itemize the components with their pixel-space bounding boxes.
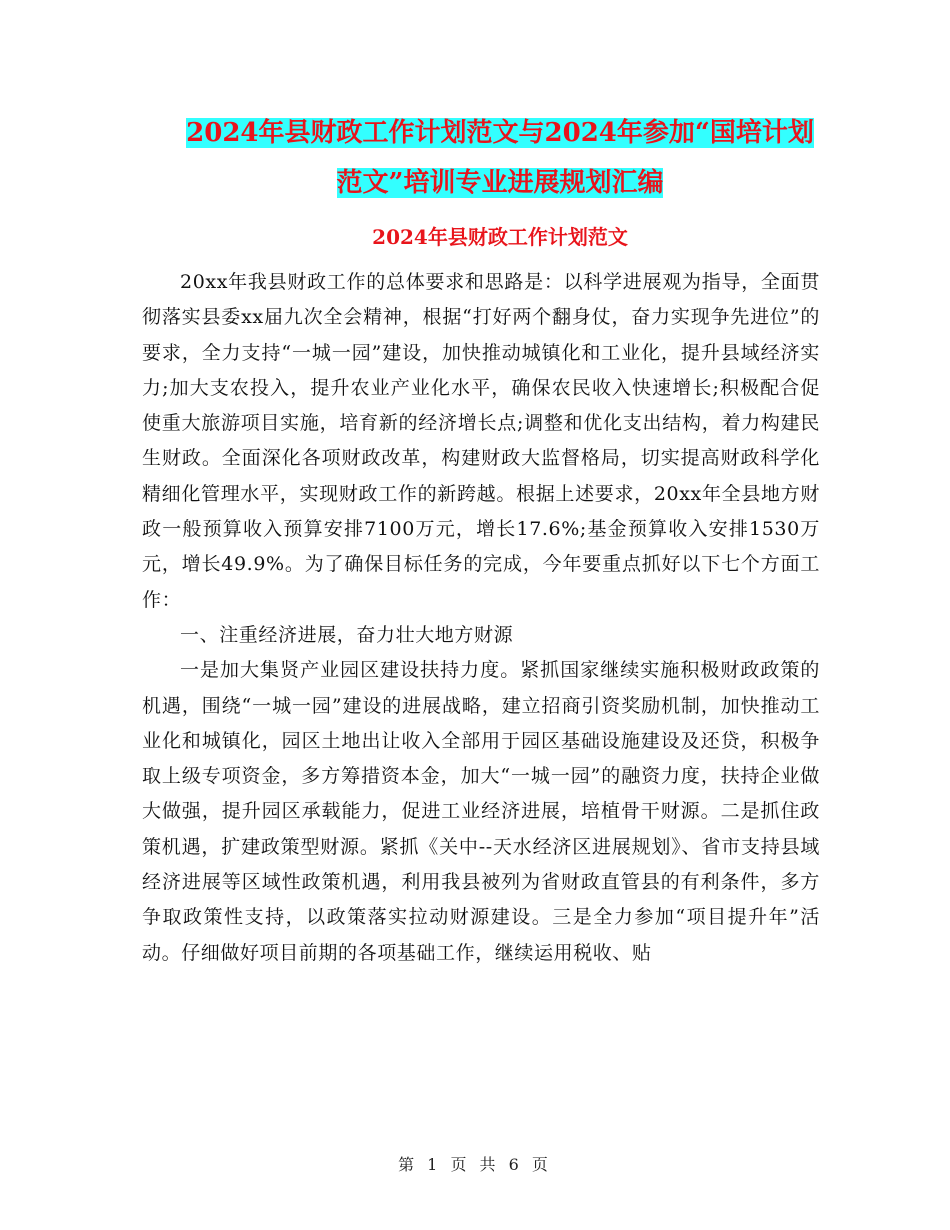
- paragraph: 20xx年我县财政工作的总体要求和思路是：以科学进展观为指导，全面贯彻落实县委xx届九次全会精神，根据“打好两个翻身仗，奋力实现争先进位”的要求，全力支持“一城一园”建设，加快推动城镇化和工业化，提升县域经济实力;加大支农投入，提升农业产业化水平，确保农民收入快速增长;积极配合促使重大旅游项目实施，培育新的经济增长点;调整和优化支出结构，着力构建民生财政。全面深化各项财政改革，构建财政大监督格局，切实提高财政科学化精细化管理水平，实现财政工作的新跨越。根据上述要求，20xx年全县地方财政一般预算收入预算安排7100万元，增长17.6%;基金预算收入安排1530万元，增长49.9%。为了确保目标任务的完成，今年要重点抓好以下七个方面工作：: [142, 271, 820, 611]
- document-title: [140, 108, 860, 208]
- title-line-1: 2024年县财政工作计划范文与2024年参加“国培计划: [186, 118, 814, 148]
- paragraph: 一、注重经济进展，奋力壮大地方财源: [180, 623, 514, 646]
- page-footer: 第 1 页 共 6 页: [398, 1155, 552, 1174]
- body-text: [142, 265, 820, 971]
- paragraph: 一是加大集贤产业园区建设扶持力度。紧抓国家继续实施积极财政政策的机遇，围绕“一城一园”建设的进展战略，建立招商引资奖励机制，加快推动工业化和城镇化，园区土地出让收入全部用于园区基础设施建设及还贷，积极争取上级专项资金，多方筹措资本金，加大“一城一园”的融资力度，扶持企业做大做强，提升园区承载能力，促进工业经济进展，培植骨干财源。二是抓住政策机遇，扩建政策型财源。紧抓《关中--天水经济区进展规划》、省市支持县域经济进展等区域性政策机遇，利用我县被列为省财政直管县的有利条件，多方争取政策性支持，以政策落实拉动财源建设。三是全力参加“项目提升年”活动。仔细做好项目前期的各项基础工作，继续运用税收、贴: [142, 659, 820, 964]
- title-line-2: 范文”培训专业进展规划汇编: [336, 168, 664, 198]
- section-title: 2024年县财政工作计划范文: [372, 225, 628, 249]
